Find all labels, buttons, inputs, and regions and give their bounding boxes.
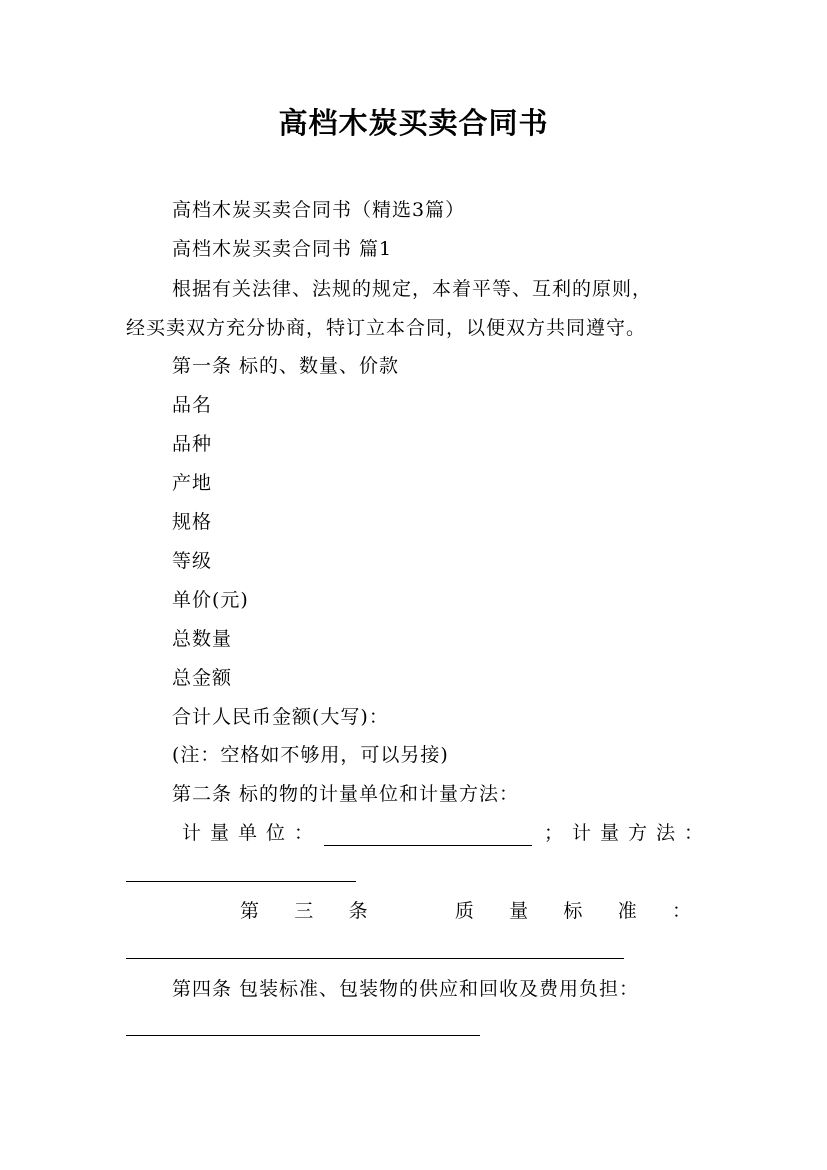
measurement-line [182,820,712,846]
intro-paragraph-line-1: 根据有关法律、法规的规定，本着平等、互利的原则， [172,278,653,300]
field-label-variety: 品种 [172,433,213,455]
packaging-blank [126,1035,480,1036]
field-label-origin: 产地 [172,472,213,494]
note-text: (注：空格如不够用，可以另接) [172,744,449,766]
article-2-heading: 第二条 标的物的计量单位和计量方法： [172,783,520,805]
document-subtitle: 高档木炭买卖合同书（精选3篇） [172,199,466,221]
method-label: ；计量方法： [544,822,713,844]
intro-paragraph-line-2: 经买卖双方充分协商，特订立本合同，以便双方共同遵守。 [126,317,647,339]
field-label-product-name: 品名 [172,394,213,416]
document-title: 高档木炭买卖合同书 [278,106,549,140]
unit-blank [324,825,532,846]
method-blank [126,881,356,882]
total-rmb-label: 合计人民币金额(大写)： [172,706,389,728]
field-label-specification: 规格 [172,511,213,533]
field-label-grade: 等级 [172,550,213,572]
section-heading: 高档木炭买卖合同书 篇1 [172,238,393,260]
article-1-heading: 第一条 标的、数量、价款 [172,355,400,377]
article-4-heading: 第四条 包装标准、包装物的供应和回收及费用负担： [172,978,640,1000]
article-3-heading: 第 三 条 质 量 标 准 ： [240,900,692,922]
field-label-unit-price: 单价(元) [172,589,249,611]
unit-label: 计量单位： [182,822,323,844]
field-label-total-quantity: 总数量 [172,628,233,650]
quality-standard-blank [126,958,624,959]
field-label-total-amount: 总金额 [172,667,233,689]
